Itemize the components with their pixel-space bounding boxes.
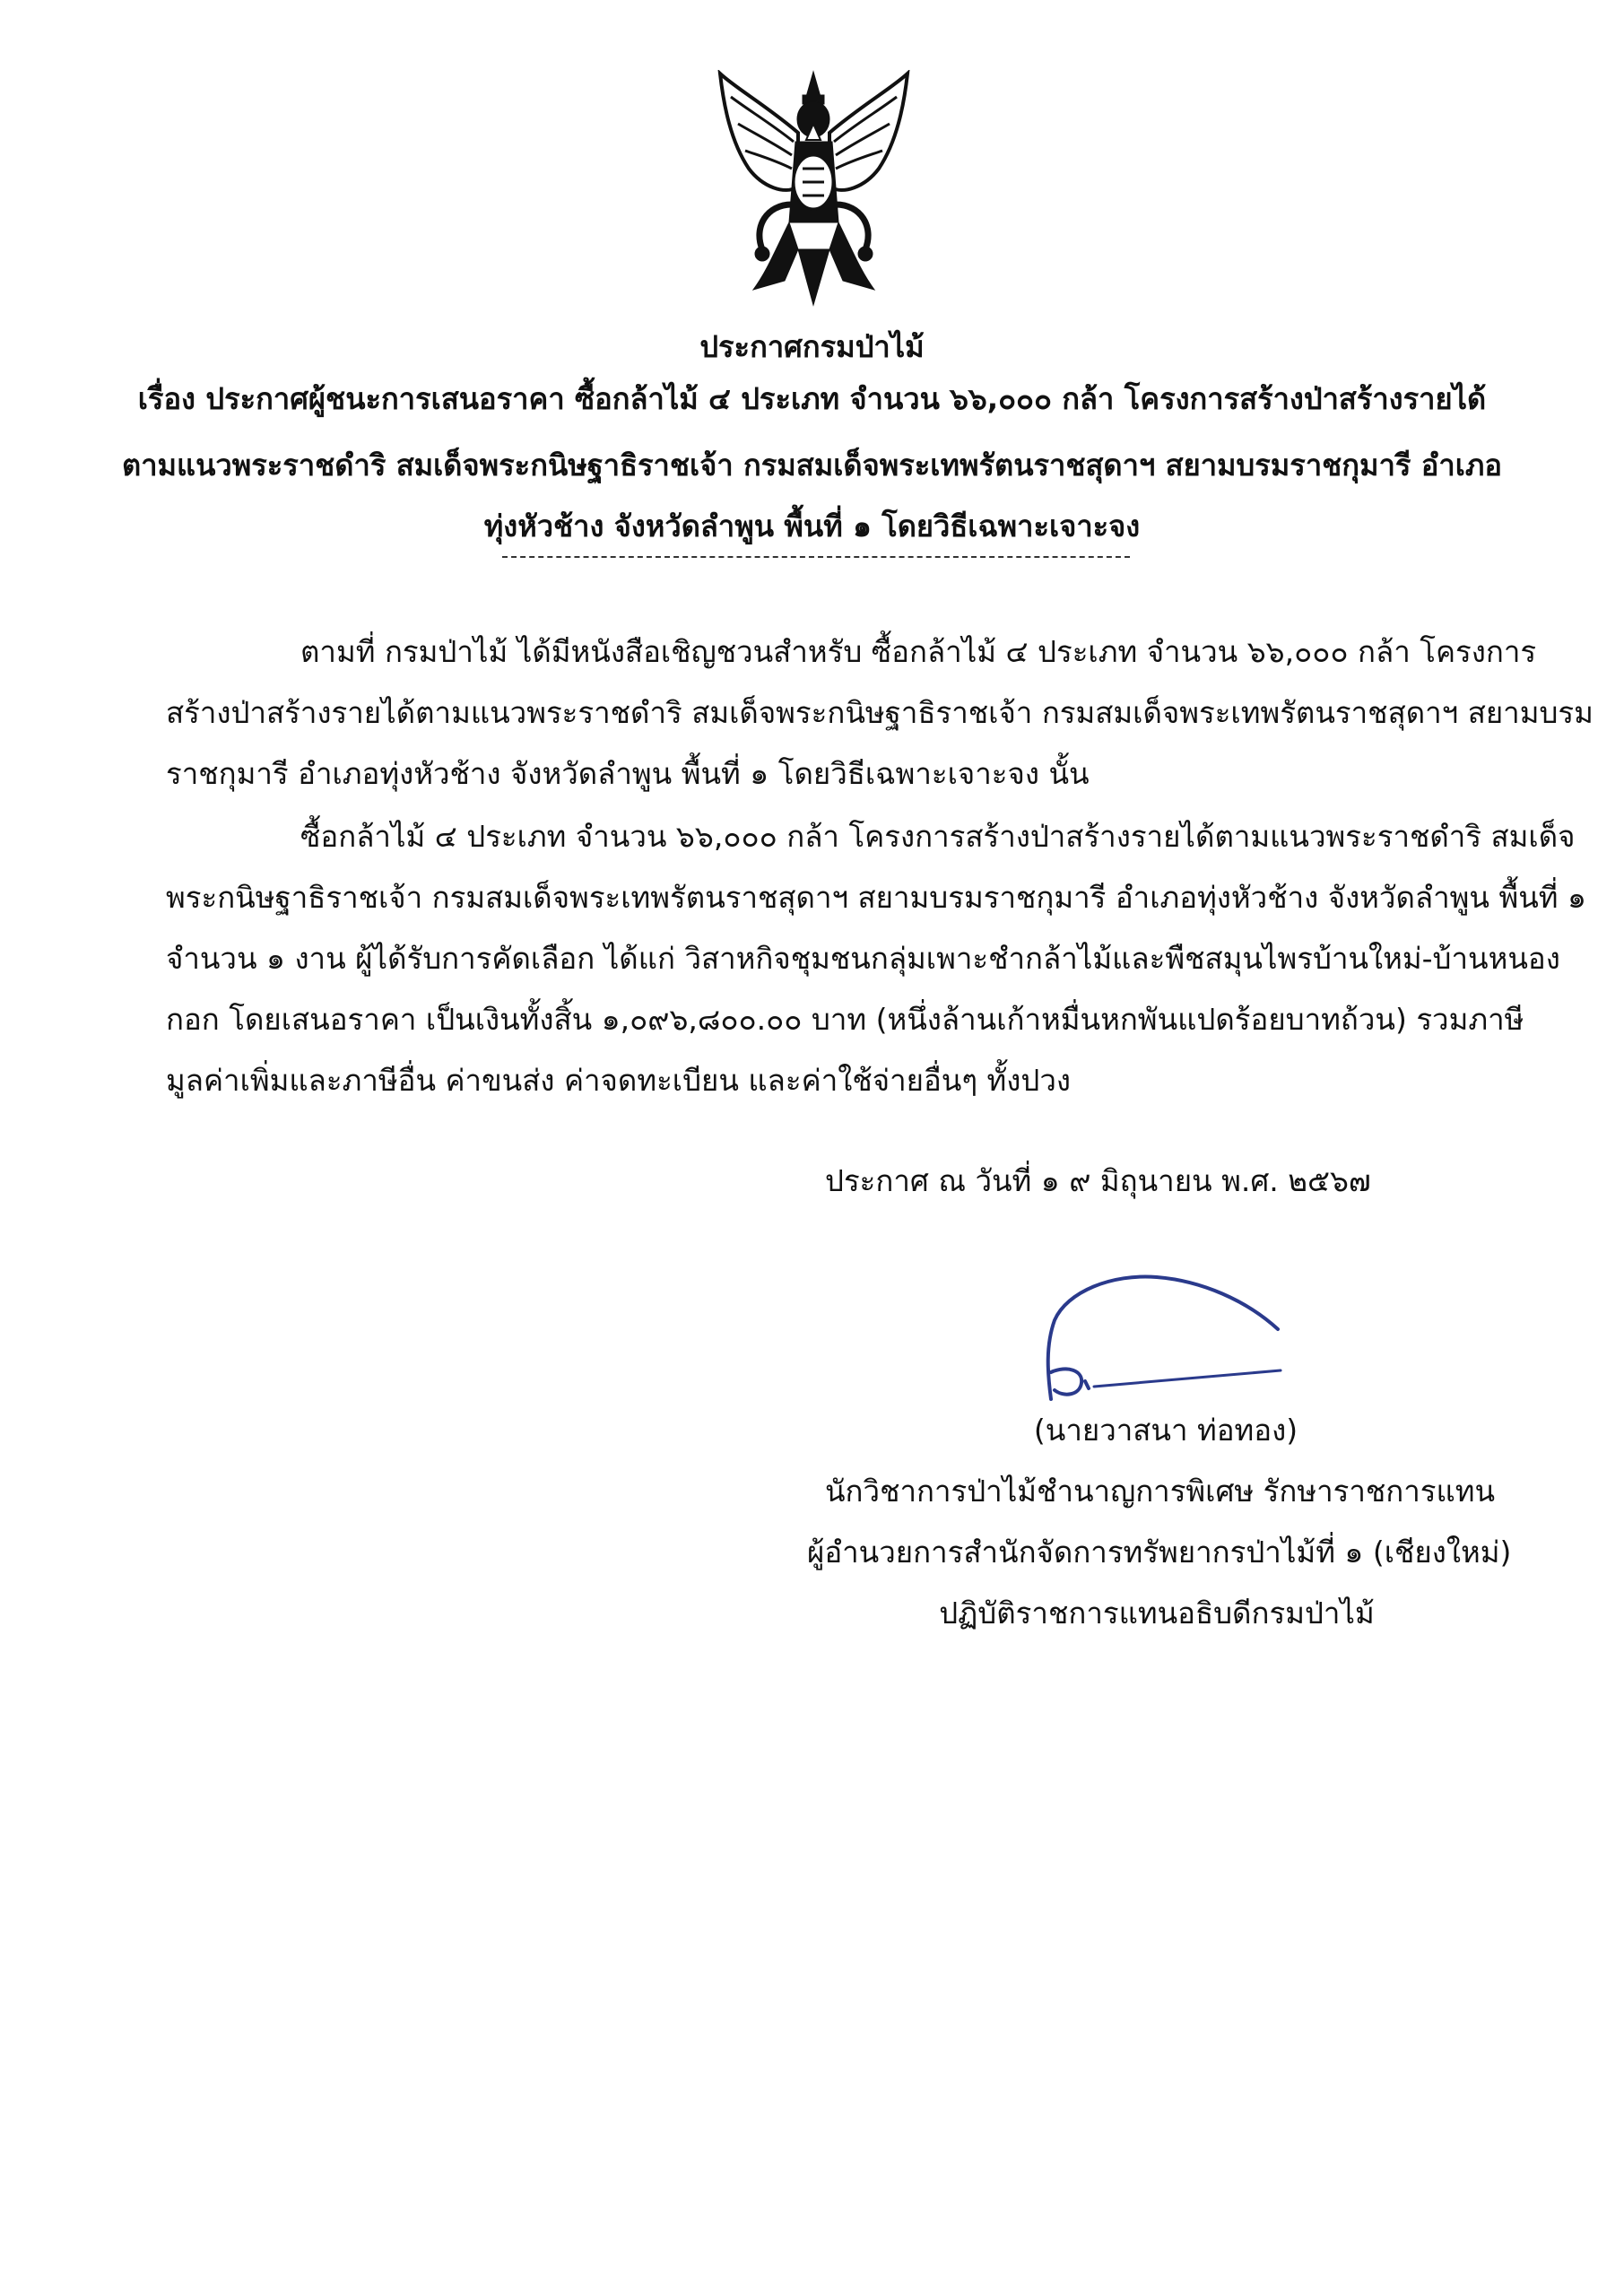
document-title: ประกาศกรมป่าไม้ xyxy=(699,329,925,364)
paragraph1-line-2: สร้างป่าสร้างรายได้ตามแนวพระราชดำริ สมเด็จพระกนิษฐาธิราชเจ้า กรมสมเด็จพระเทพรัตนราชสุดาฯ สยามบรม xyxy=(166,695,1594,730)
subject-line-3: ทุ่งหัวช้าง จังหวัดลำพูน พื้นที่ ๑ โดยวิธีเฉพาะเจาะจง xyxy=(483,509,1141,544)
header-divider xyxy=(502,556,1130,558)
paragraph2-line-2: พระกนิษฐาธิราชเจ้า กรมสมเด็จพระเทพรัตนราชสุดาฯ สยามบรมราชกุมารี อำเภอทุ่งหัวช้าง จังหวัดลำพูน พื้นที่ ๑ xyxy=(166,880,1586,915)
handwritten-signature xyxy=(1031,1265,1300,1408)
subject-line-2: ตามแนวพระราชดำริ สมเด็จพระกนิษฐาธิราชเจ้า กรมสมเด็จพระเทพรัตนราชสุดาฯ สยามบรมราชกุมารี อำเภอ xyxy=(122,448,1502,483)
paragraph2-line-4: กอก โดยเสนอราคา เป็นเงินทั้งสิ้น ๑,๐๙๖,๘๐๐.๐๐ บาท (หนึ่งล้านเก้าหมื่นหกพันแปดร้อยบาทถ้วน) รวมภาษี xyxy=(166,1002,1524,1037)
signer-name: (นายวาสนา ท่อทอง) xyxy=(1033,1413,1298,1448)
paragraph2-line-1: ซื้อกล้าไม้ ๔ ประเภท จำนวน ๖๖,๐๐๐ กล้า โครงการสร้างป่าสร้างรายได้ตามแนวพระราชดำริ สมเด็จ xyxy=(300,819,1576,854)
signer-position-line-3: ปฏิบัติราชการแทนอธิบดีกรมป่าไม้ xyxy=(939,1596,1375,1631)
paragraph2-line-5: มูลค่าเพิ่มและภาษีอื่น ค่าขนส่ง ค่าจดทะเบียน และค่าใช้จ่ายอื่นๆ ทั้งปวง xyxy=(166,1063,1071,1098)
subject-line-1: เรื่อง ประกาศผู้ชนะการเสนอราคา ซื้อกล้าไม้ ๔ ประเภท จำนวน ๖๖,๐๐๐ กล้า โครงการสร้างป่าสร้างรายได้ xyxy=(137,381,1487,416)
paragraph2-line-3: จำนวน ๑ งาน ผู้ได้รับการคัดเลือก ได้แก่ วิสาหกิจชุมชนกลุ่มเพาะชำกล้าไม้และพืชสมุนไพรบ้านใหม่-บ้านหนอง xyxy=(166,941,1560,976)
garuda-emblem-icon xyxy=(713,70,915,308)
announce-date: ประกาศ ณ วันที่ ๑ ๙ มิถุนายน พ.ศ. ๒๕๖๗ xyxy=(825,1163,1371,1198)
paragraph1-line-3: ราชกุมารี อำเภอทุ่งหัวช้าง จังหวัดลำพูน พื้นที่ ๑ โดยวิธีเฉพาะเจาะจง นั้น xyxy=(166,756,1090,791)
paragraph1-line-1: ตามที่ กรมป่าไม้ ได้มีหนังสือเชิญชวนสำหรับ ซื้อกล้าไม้ ๔ ประเภท จำนวน ๖๖,๐๐๐ กล้า โครงการ xyxy=(300,634,1537,669)
signer-position-line-2: ผู้อำนวยการสำนักจัดการทรัพยากรป่าไม้ที่ ๑ (เชียงใหม่) xyxy=(807,1535,1512,1570)
signer-position-line-1: นักวิชาการป่าไม้ชำนาญการพิเศษ รักษาราชการแทน xyxy=(825,1474,1496,1509)
